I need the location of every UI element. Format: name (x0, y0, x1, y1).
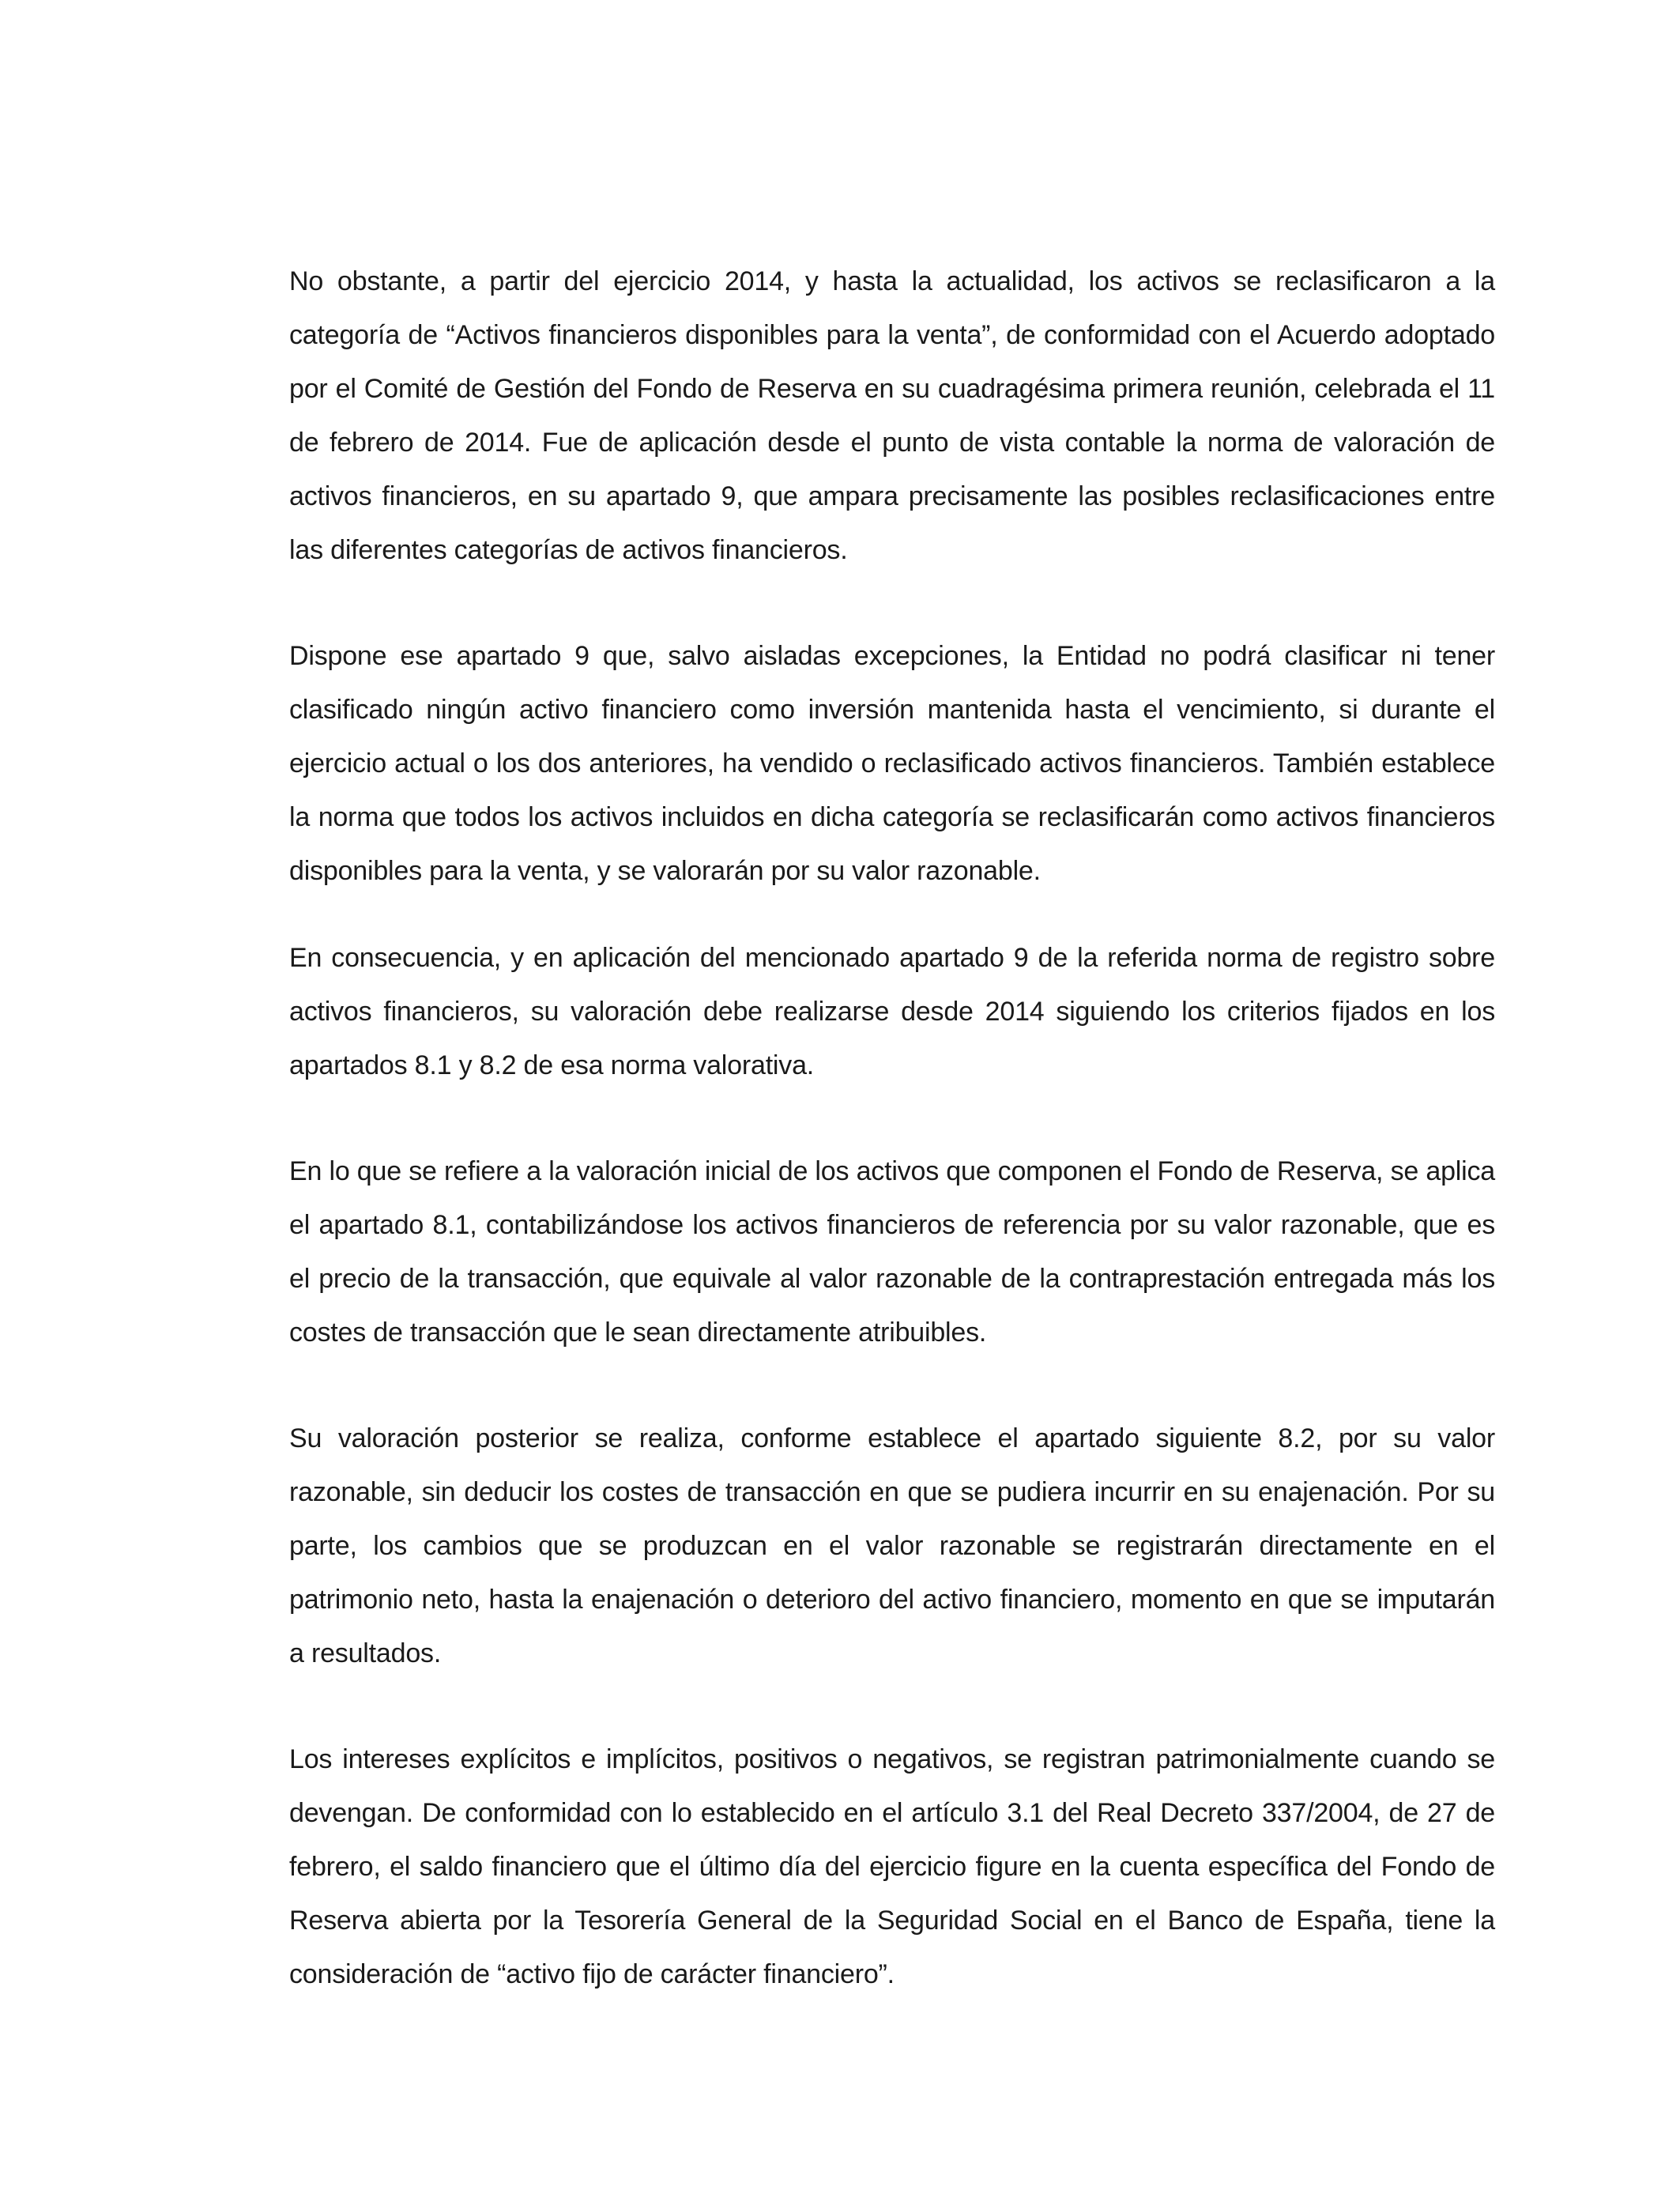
paragraph-intereses: Los intereses explícitos e implícitos, positivos o negativos, se registran patrimonialmente cuando se devengan. De conformidad con lo establecido en el artículo 3.1 del Real Decreto 337/2004, de 27 de febrero, el saldo financiero que el último día del ejercicio figure en la cuenta específica del Fondo de Reserva abierta por la Tesorería General de la Seguridad Social en el Banco de España, tiene la consideración de “activo fijo de carácter financiero”. (289, 1744, 1495, 1989)
document-page (289, 254, 1495, 2001)
paragraph-reclassification: No obstante, a partir del ejercicio 2014, y hasta la actualidad, los activos se reclasificaron a la categoría de “Activos financieros disponibles para la venta”, de conformidad con el Acuerdo adoptado por el Comité de Gestión del Fondo de Reserva en su cuadragésima primera reunión, celebrada el 11 de febrero de 2014. Fue de aplicación desde el punto de vista contable la norma de valoración de activos financieros, en su apartado 9, que ampara precisamente las posibles reclasificaciones entre las diferentes categorías de activos financieros. (289, 266, 1495, 565)
paragraph-valoracion-posterior: Su valoración posterior se realiza, conforme establece el apartado siguiente 8.2, por su valor razonable, sin deducir los costes de transacción en que se pudiera incurrir en su enajenación. Por su parte, los cambios que se produzcan en el valor razonable se registrarán directamente en el patrimonio neto, hasta la enajenación o deterioro del activo financiero, momento en que se imputarán a resultados. (289, 1423, 1495, 1668)
paragraph-apartado-9: Dispone ese apartado 9 que, salvo aisladas excepciones, la Entidad no podrá clasificar ni tener clasificado ningún activo financiero como inversión mantenida hasta el vencimiento, si durante el ejercicio actual o los dos anteriores, ha vendido o reclasificado activos financieros. También establece la norma que todos los activos incluidos en dicha categoría se reclasificarán como activos financieros disponibles para la venta, y se valorarán por su valor razonable. (289, 641, 1495, 886)
paragraph-valoracion-inicial: En lo que se refiere a la valoración inicial de los activos que componen el Fondo de Reserva, se aplica el apartado 8.1, contabilizándose los activos financieros de referencia por su valor razonable, que es el precio de la transacción, que equivale al valor razonable de la contraprestación entregada más los costes de transacción que le sean directamente atribuibles. (289, 1156, 1495, 1348)
paragraph-consecuencia: En consecuencia, y en aplicación del mencionado apartado 9 de la referida norma de registro sobre activos financieros, su valoración debe realizarse desde 2014 siguiendo los criterios fijados en los apartados 8.1 y 8.2 de esa norma valorativa. (289, 943, 1495, 1080)
